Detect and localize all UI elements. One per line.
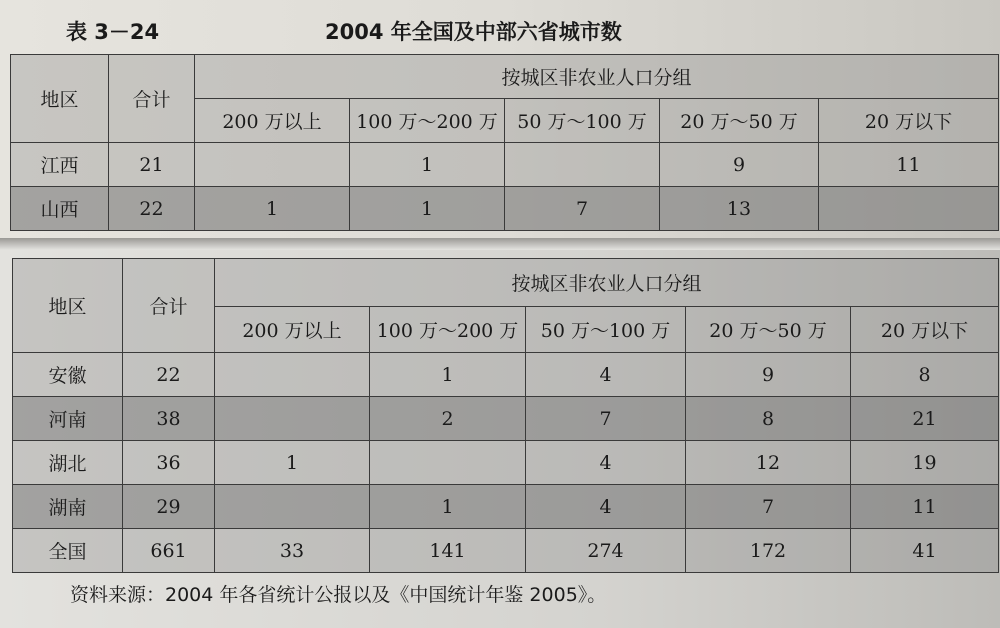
row-cell xyxy=(195,143,350,187)
table-row xyxy=(13,397,999,441)
row-cell: 7 xyxy=(505,187,660,231)
row-cell: 11 xyxy=(851,485,999,529)
row-cell: 1 xyxy=(350,143,505,187)
header-col-5: 20 万以下 xyxy=(851,307,999,353)
row-cell: 9 xyxy=(686,353,851,397)
table-row xyxy=(11,187,999,231)
row-cell: 1 xyxy=(370,485,526,529)
row-cell: 9 xyxy=(660,143,819,187)
source-note: 资料来源：2004 年各省统计公报以及《中国统计年鉴 2005》。 xyxy=(70,584,607,606)
row-region: 山西 xyxy=(11,187,109,231)
header-col-1: 200 万以上 xyxy=(215,307,370,353)
row-total: 38 xyxy=(123,397,215,441)
table-caption xyxy=(0,10,1000,50)
row-cell xyxy=(215,397,370,441)
row-cell: 4 xyxy=(526,485,686,529)
row-cell xyxy=(819,187,999,231)
row-cell: 1 xyxy=(195,187,350,231)
row-total: 22 xyxy=(123,353,215,397)
row-cell: 141 xyxy=(370,529,526,573)
header-col-1: 200 万以上 xyxy=(195,99,350,143)
header-col-2: 100 万～200 万 xyxy=(370,307,526,353)
table-title: 2004 年全国及中部六省城市数 xyxy=(325,20,622,44)
row-cell: 19 xyxy=(851,441,999,485)
table-number: 表 3－24 xyxy=(66,20,160,44)
row-cell: 7 xyxy=(686,485,851,529)
row-cell: 172 xyxy=(686,529,851,573)
header-col-5: 20 万以下 xyxy=(819,99,999,143)
header-region: 地区 xyxy=(11,55,109,143)
row-total: 661 xyxy=(123,529,215,573)
row-cell: 1 xyxy=(370,353,526,397)
row-cell: 274 xyxy=(526,529,686,573)
table-row xyxy=(13,485,999,529)
table-row xyxy=(11,143,999,187)
row-total: 36 xyxy=(123,441,215,485)
table-row xyxy=(13,529,999,573)
header-col-2: 100 万～200 万 xyxy=(350,99,505,143)
row-region: 河南 xyxy=(13,397,123,441)
row-region: 安徽 xyxy=(13,353,123,397)
header-region: 地区 xyxy=(13,259,123,353)
header-total: 合计 xyxy=(109,55,195,143)
row-cell: 2 xyxy=(370,397,526,441)
row-total: 29 xyxy=(123,485,215,529)
row-cell: 13 xyxy=(660,187,819,231)
header-total: 合计 xyxy=(123,259,215,353)
table-row xyxy=(13,353,999,397)
row-total: 21 xyxy=(109,143,195,187)
row-total: 22 xyxy=(109,187,195,231)
row-cell: 12 xyxy=(686,441,851,485)
row-cell: 8 xyxy=(851,353,999,397)
row-cell xyxy=(505,143,660,187)
row-region: 江西 xyxy=(11,143,109,187)
header-col-3: 50 万～100 万 xyxy=(505,99,660,143)
row-cell: 33 xyxy=(215,529,370,573)
row-region: 全国 xyxy=(13,529,123,573)
city-table-top xyxy=(10,54,999,231)
city-table-bottom xyxy=(12,258,999,573)
header-col-4: 20 万～50 万 xyxy=(686,307,851,353)
row-region: 湖北 xyxy=(13,441,123,485)
header-col-3: 50 万～100 万 xyxy=(526,307,686,353)
row-cell: 4 xyxy=(526,441,686,485)
header-col-4: 20 万～50 万 xyxy=(660,99,819,143)
row-cell: 21 xyxy=(851,397,999,441)
header-group: 按城区非农业人口分组 xyxy=(215,259,999,307)
row-cell: 1 xyxy=(350,187,505,231)
row-cell xyxy=(215,485,370,529)
row-cell xyxy=(370,441,526,485)
row-cell: 1 xyxy=(215,441,370,485)
row-cell: 8 xyxy=(686,397,851,441)
table-row xyxy=(13,441,999,485)
row-cell: 41 xyxy=(851,529,999,573)
row-cell: 7 xyxy=(526,397,686,441)
row-region: 湖南 xyxy=(13,485,123,529)
header-group: 按城区非农业人口分组 xyxy=(195,55,999,99)
row-cell: 4 xyxy=(526,353,686,397)
row-cell: 11 xyxy=(819,143,999,187)
row-cell xyxy=(215,353,370,397)
